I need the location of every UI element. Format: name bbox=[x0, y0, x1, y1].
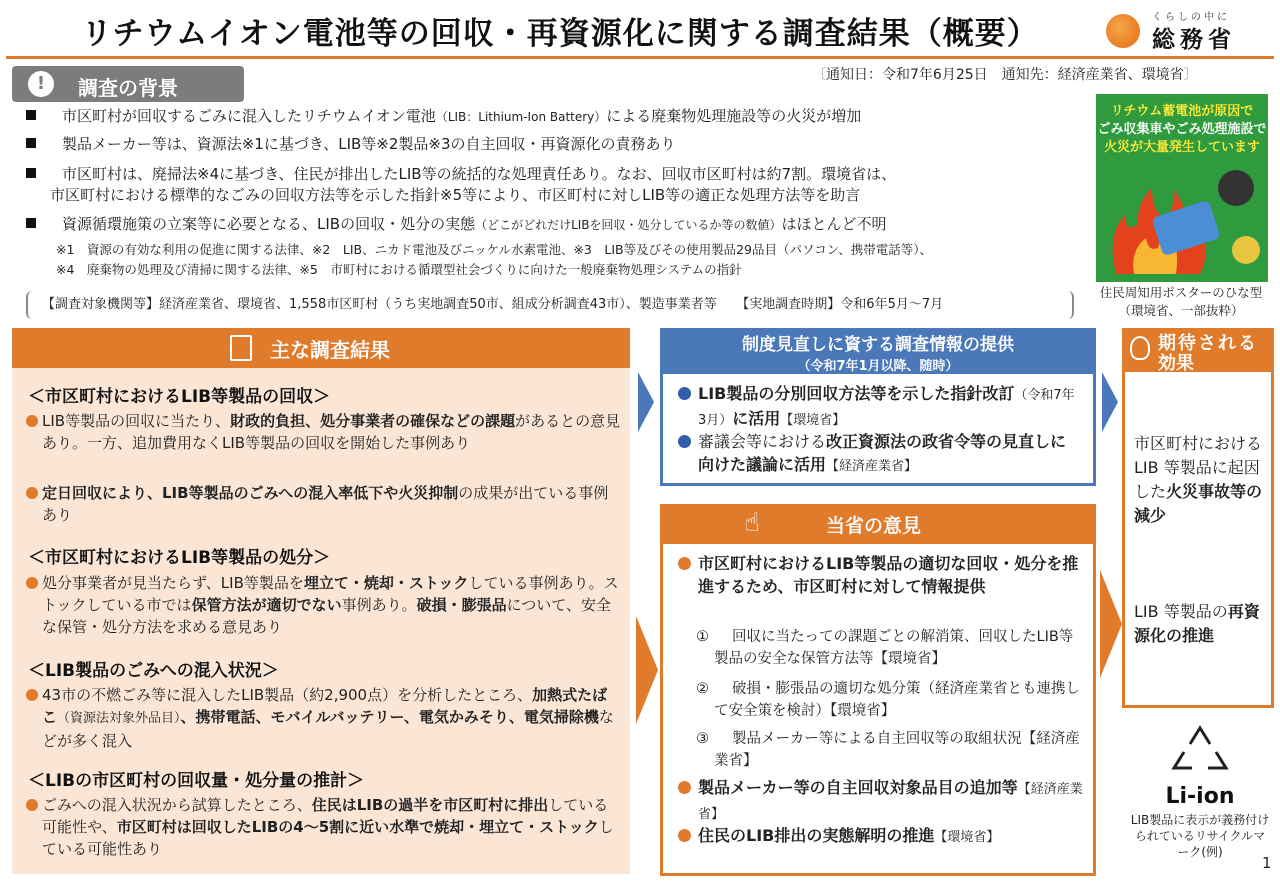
page-number: 1 bbox=[1262, 854, 1272, 872]
footnote-line: ※1 資源の有効な利用の促進に関する法律、※2 LIB、ニカド電池及びニッケル水素電池、※3 LIB等及びその使用製品29品目（パソコン、携帯電話等）、 bbox=[56, 242, 933, 257]
square-bullet-icon bbox=[26, 218, 36, 228]
opinion-item: 住民のLIB排出の実態解明の推進【環境省】 bbox=[678, 824, 1086, 849]
result-item: 処分事業者が見当たらず、LIB等製品を埋立て・焼却・ストックしている事例あり。ストックしている市では保管方法が適切でない事例あり。破損・膨張品について、安全な保管・処分方法を求める意見あり bbox=[26, 572, 622, 638]
policy-item: 審議会等における改正資源法の政省令等の見直しに向けた議論に活用【経済産業省】 bbox=[678, 430, 1082, 478]
recycle-caption: LIB製品に表示が義務付けられているリサイクルマーク(例) bbox=[1130, 813, 1270, 859]
orange-bullet-icon bbox=[678, 781, 691, 794]
arrow-right-icon bbox=[1100, 570, 1122, 678]
background-heading bbox=[12, 66, 244, 102]
title-rule bbox=[6, 56, 1274, 59]
opinion-subitem: ② 破損・膨張品の適切な処分策（経済産業省とも連携して安全策を検討）【環境省】 bbox=[696, 681, 1080, 719]
section-title: ＜LIB製品のごみへの混入状況＞ bbox=[28, 661, 279, 681]
survey-scope: 【調査対象機関等】経済産業省、環境省、1,558市区町村（うち実地調査50市、組成分析調査43市）、製造事業者等 【実地調査時期】令和6年5月～7月 bbox=[26, 291, 1074, 319]
orange-bullet-icon bbox=[678, 829, 691, 842]
opinion-item: 製品メーカー等の自主回収対象品目の追加等【経済産業省】 bbox=[678, 776, 1086, 826]
background-heading-label: 調査の背景 bbox=[78, 76, 178, 100]
notice-text: 通知日：令和7年6月25日 通知先：経済産業省、環境省 bbox=[826, 67, 1184, 83]
blue-bullet-icon bbox=[678, 435, 691, 448]
square-bullet-icon bbox=[26, 168, 36, 178]
document-icon bbox=[230, 335, 252, 361]
pointing-hand-icon: ☝ bbox=[744, 508, 760, 538]
poster-caption: 住民周知用ポスターのひな型 （環境省、一部抜粋） bbox=[1099, 285, 1263, 318]
square-bullet-icon bbox=[26, 138, 36, 148]
orange-bullet-icon bbox=[26, 799, 38, 811]
recycle-icon bbox=[1160, 724, 1240, 784]
background-bullet: 市区町村が回収するごみに混入したリチウムイオン電池（LIB：Lithium-Ion Battery）による廃棄物処理施設等の火災が増加 bbox=[26, 106, 1086, 128]
policy-heading: 制度見直しに資する調査情報の提供 （令和7年1月以降、随時） bbox=[660, 328, 1096, 374]
section-title: ＜市区町村におけるLIB等製品の処分＞ bbox=[28, 548, 331, 568]
footnote-line: ※4 廃棄物の処理及び清掃に関する法律、※5 市町村における循環型社会づくりに向けた一般廃棄物処理システムの指針 bbox=[56, 262, 742, 277]
result-item: 定日回収により、LIB等製品のごみへの混入率低下や火災抑制の成果が出ている事例あり bbox=[26, 482, 622, 526]
burning-battery-illustration bbox=[1096, 154, 1268, 282]
policy-item: LIB製品の分別回収方法等を示した指針改訂（令和7年3月）に活用【環境省】 bbox=[678, 382, 1082, 432]
opinion-subitem: ③ 製品メーカー等による自主回収等の取組状況【経済産業省】 bbox=[696, 731, 1080, 769]
logo-name: 総務省 bbox=[1152, 27, 1236, 53]
awareness-poster: リチウム蓄電池が原因で ごみ収集車やごみ処理施設で 火災が大量発生しています bbox=[1096, 94, 1268, 282]
logo-tagline: くらしの中に bbox=[1152, 12, 1230, 23]
blue-bullet-icon bbox=[678, 387, 691, 400]
result-item: ごみへの混入状況から試算したところ、住民はLIBの過半を市区町村に排出している可能性や、市区町村は回収したLIBの4～5割に近い水準で焼却・埋立て・ストックしている可能性あり bbox=[26, 794, 622, 860]
opinion-heading: ☝ 当省の意見 bbox=[660, 504, 1096, 544]
square-bullet-icon bbox=[26, 110, 36, 120]
opinion-item: 市区町村におけるLIB等製品の適切な回収・処分を推進するため、市区町村に対して情報提供 bbox=[678, 552, 1086, 598]
orange-bullet-icon bbox=[678, 557, 691, 570]
orange-bullet-icon bbox=[26, 415, 38, 427]
section-title: ＜LIBの市区町村の回収量・処分量の推計＞ bbox=[28, 771, 365, 791]
li-ion-label: Li-ion bbox=[1165, 784, 1235, 809]
arrow-right-icon bbox=[638, 372, 654, 432]
background-bullet: 製品メーカー等は、資源法※1に基づき、LIB等※2製品※3の自主回収・再資源化の責務あり bbox=[26, 134, 1086, 155]
notice-info: 〔通知日：令和7年6月25日 通知先：経済産業省、環境省〕 bbox=[812, 67, 1198, 83]
orange-bullet-icon bbox=[26, 487, 38, 499]
effect-item: LIB 等製品の再資源化の推進 bbox=[1134, 602, 1260, 645]
orange-bullet-icon bbox=[26, 577, 38, 589]
background-bullet: 資源循環施策の立案等に必要となる、LIBの回収・処分の実態（どこがどれだけLIBを回収・処分しているか等の数値）はほとんど不明 bbox=[26, 214, 1086, 236]
result-item: LIB等製品の回収に当たり、財政的負担、処分事業者の確保などの課題があるとの意見あり。一方、追加費用なくLIB等製品の回収を開始した事例あり bbox=[26, 410, 622, 454]
orange-bullet-icon bbox=[26, 689, 38, 701]
result-item: 43市の不燃ごみ等に混入したLIB製品（約2,900点）を分析したところ、加熱式たばこ（資源法対象外品目）、携帯電話、モバイルバッテリー、電気かみそり、電気掃除機などが多く混入 bbox=[26, 684, 622, 752]
page-title: リチウムイオン電池等の回収・再資源化に関する調査結果（概要） bbox=[81, 16, 1039, 52]
effects-heading: 期待される 効果 bbox=[1122, 328, 1274, 372]
arrow-right-icon bbox=[1102, 372, 1118, 432]
effect-item: 市区町村における LIB 等製品に起因した火災事故等の減少 bbox=[1134, 434, 1263, 525]
opinion-subitem: ① 回収に当たっての課題ごとの解消策、回収したLIB等製品の安全な保管方法等【環境省】 bbox=[696, 629, 1074, 667]
ministry-logo bbox=[1106, 8, 1266, 52]
main-results-heading: 主な調査結果 bbox=[12, 328, 630, 368]
arrow-right-icon bbox=[636, 616, 658, 724]
section-title: ＜市区町村におけるLIB等製品の回収＞ bbox=[28, 387, 331, 407]
exclamation-icon: ! bbox=[28, 71, 54, 97]
lightbulb-icon bbox=[1130, 336, 1150, 360]
logo-sun-icon bbox=[1106, 14, 1140, 48]
background-bullet: 市区町村は、廃掃法※4に基づき、住民が排出したLIB等の統括的な処理責任あり。なお、回収市区町村は約7割。環境省は、 市区町村における標準的なごみの回収方法等を示した指針※5等により、市区町村に対しLIB等の適正な処理方法等を助言 bbox=[26, 164, 1086, 206]
